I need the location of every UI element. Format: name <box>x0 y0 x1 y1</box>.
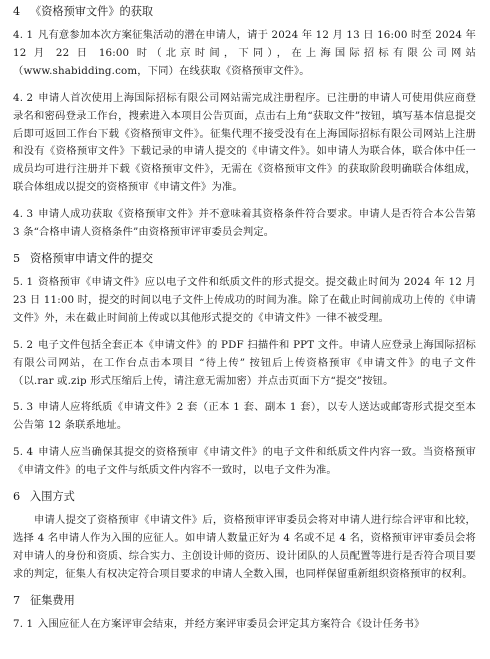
paragraph-number: 5. 3 <box>13 401 34 414</box>
paragraph-text: 资格预审《申请文件》应以电子文件和纸质文件的形式提交。提交截止时间为 2024 年 12 月 23 日 11:00 时，提交的时间以电子文件上传成功的时间为准。除了在截止时间前成功上传的《申请文件》外，未在截止时间前上传或以其他形式提交的《申请文件》一律不被受理。 <box>13 275 476 324</box>
paragraph-number: 4. 2 <box>13 91 34 104</box>
paragraph <box>13 27 476 81</box>
paragraph <box>13 512 476 584</box>
paragraph <box>13 206 476 242</box>
paragraph-text: 申请人应将纸质《申请文件》2 套（正本 1 套、副本 1 套），以专人送达或邮寄形式提交至本公告第 12 条联系地址。 <box>13 401 476 432</box>
section-number: 6 <box>13 490 21 504</box>
paragraph-text: 入围应征人在方案评审会结束，并经方案评审委员会评定其方案符合《设计任务书》 <box>38 617 425 630</box>
paragraph <box>13 274 476 328</box>
paragraph-number: 4. 1 <box>13 29 34 41</box>
paragraph-text: 申请人提交了资格预审《申请文件》后，资格预审评审委员会将对申请人进行综合评审和比较，选择 4 名申请人作为入围的应征人。如申请人数量正好为 4 名或不足 4 名，资格预审评审委员会将对申请人的身份和资质、综合实力、主创设计师的资历、设计团队的人员配置等进行是否符合项目要求的判定，征集人有权决定符合项目要求的申请人全数入围，也同样保留重新组织资格预审的权利。 <box>13 514 476 580</box>
paragraph-number: 5. 1 <box>13 275 34 288</box>
paragraph <box>13 616 476 634</box>
section-title: 资格预审申请文件的提交 <box>30 251 154 265</box>
section-heading <box>13 251 476 266</box>
paragraph-text: 申请人首次使用上海国际招标有限公司网站需完成注册程序。已注册的申请人可使用供应商登录名和密码登录工作台，搜索进入本项目公告页面，点击右上角“获取文件”按钮，填写基本信息提交后即可返回工作台下载《资格预审文件》。征集代理不接受没有在上海国际招标有限公司网站上注册和没有《资格预审文件》下载记录的申请人提交的《申请文件》。如申请人为联合体，联合体中任一成员均可进行注册并下载《资格预审文件》，无需在《资格预审文件》的获取阶段明确联合体组成，联合体组成以提交的资格预审《申请文件》为准。 <box>13 91 476 194</box>
section-number: 4 <box>13 5 21 18</box>
paragraph <box>13 444 476 480</box>
paragraph <box>13 337 476 391</box>
paragraph <box>13 399 476 435</box>
paragraph-text: 凡有意参加本次方案征集活动的潜在申请人，请于 2024 年 12 月 13 日 16:00 时至 2024 年 12 月 22 日 16:00 时（北京时间，下同），在上海国际招标有限公司网站（www.shabidding.com，下同）在线获取《资格预审文件》。 <box>13 29 476 77</box>
section-title: 入围方式 <box>30 490 75 504</box>
paragraph-text: 电子文件包括全套正本《申请文件》的 PDF 扫描件和 PPT 文件。申请人应登录上海国际招标有限公司网站，在工作台点击本项目 “待上传” 按钮后上传资格预审《申请文件》的电子文件（以.rar 或.zip 形式压缩后上传，请注意无需加密）并点击页面下方“提交”按钮。 <box>13 338 476 387</box>
paragraph <box>13 90 476 197</box>
paragraph-number: 5. 4 <box>13 446 34 459</box>
section-heading <box>13 489 476 504</box>
section-title: 《资格预审文件》的获取 <box>30 5 154 18</box>
section-title: 征集费用 <box>30 593 75 607</box>
section-heading <box>13 4 476 19</box>
section-heading <box>13 593 476 608</box>
paragraph-text: 申请人成功获取《资格预审文件》并不意味着其资格条件符合要求。申请人是否符合本公告第 3 条“合格申请人资格条件”由资格预审评审委员会判定。 <box>13 208 476 239</box>
paragraph-number: 4. 3 <box>13 208 34 221</box>
paragraph-number: 7. 1 <box>13 617 34 630</box>
section-number: 5 <box>13 251 21 265</box>
paragraph-text: 申请人应当确保其提交的资格预审《申请文件》的电子文件和纸质文件内容一致。当资格预审《申请文件》的电子文件与纸质文件内容不一致时，以电子文件为准。 <box>13 446 476 477</box>
paragraph-number: 5. 2 <box>13 338 34 351</box>
section-number: 7 <box>13 593 21 607</box>
